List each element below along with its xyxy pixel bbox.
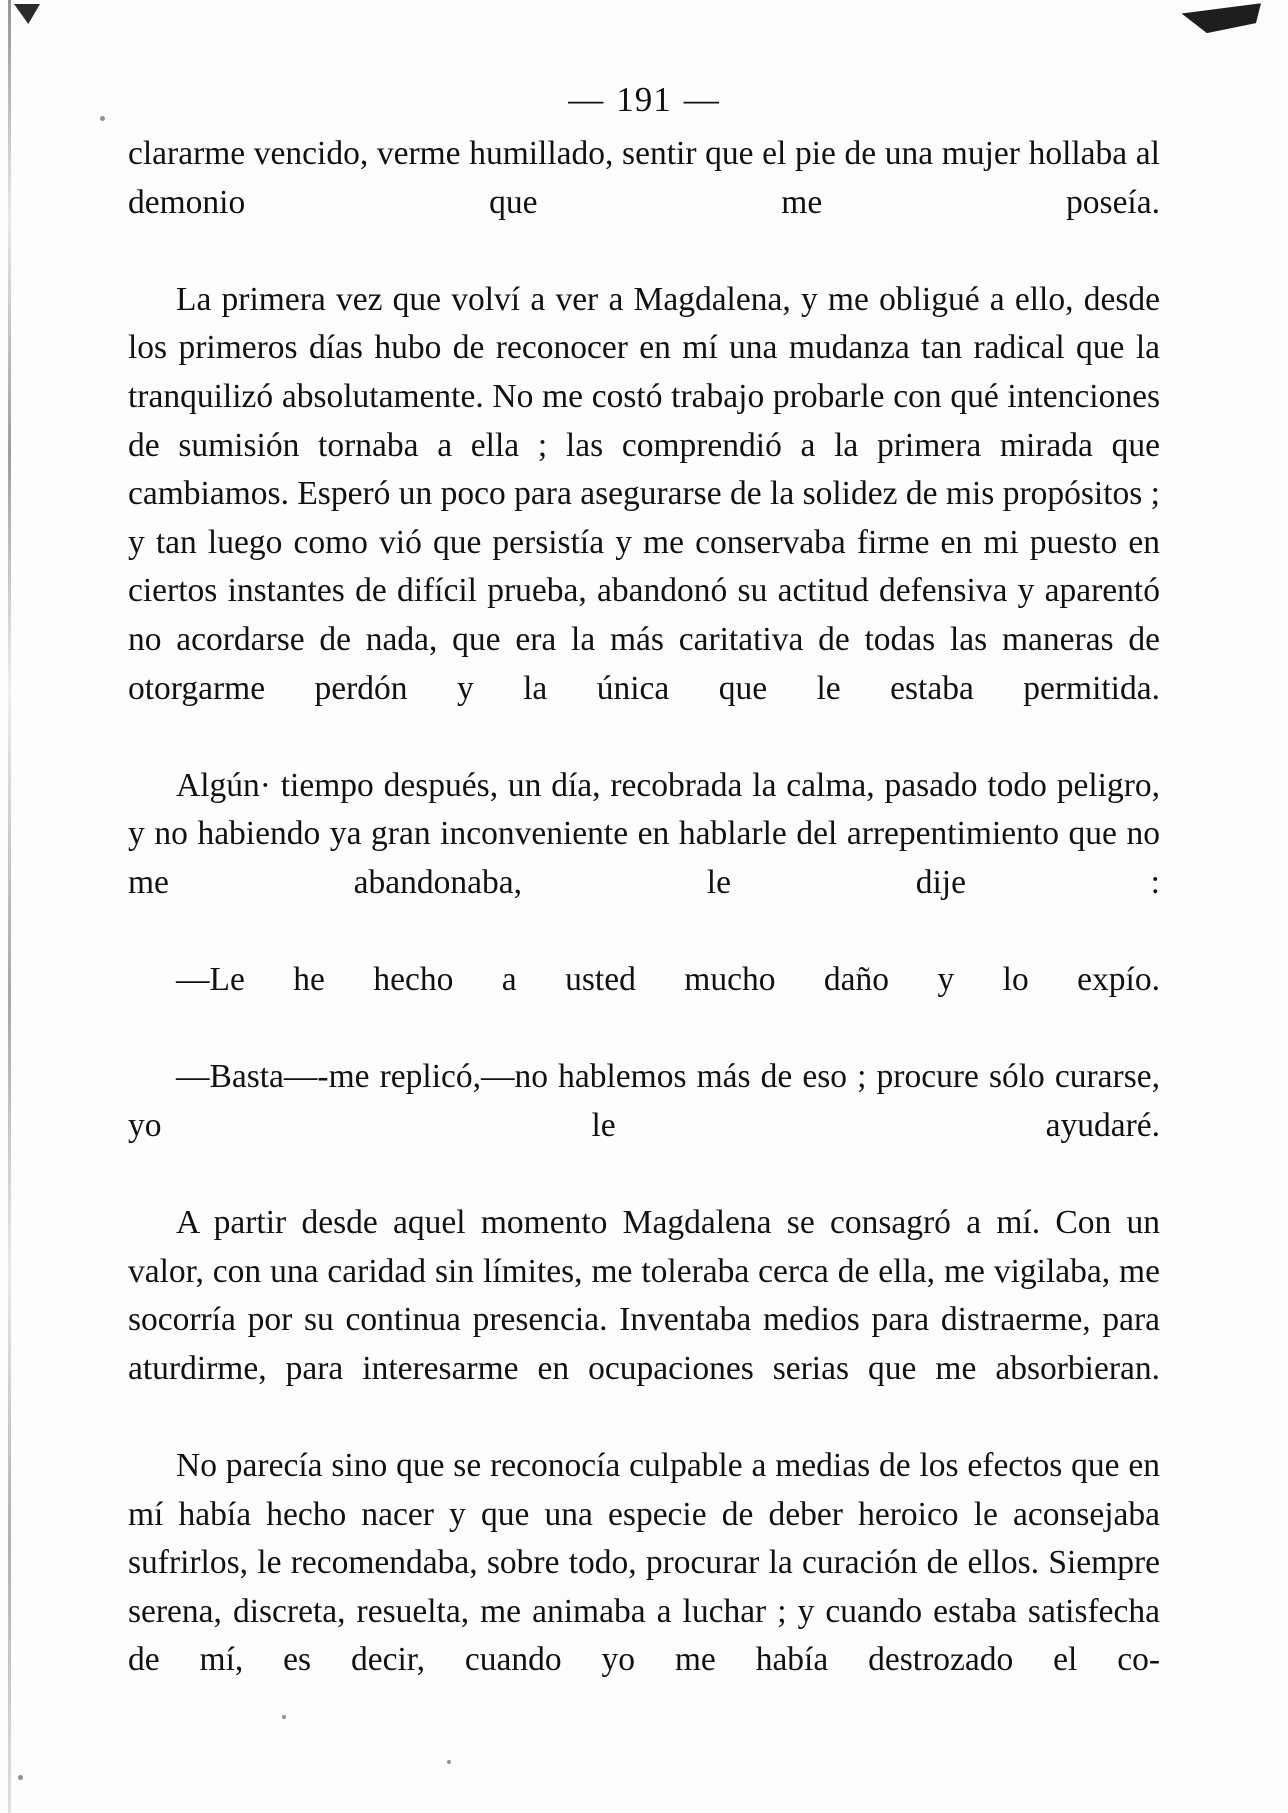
- paragraph: No parecía sino que se reconocía culpable a medias de los efectos que en mí había hecho nacer y que una especie de deber heroico le aconsejaba sufrirlos, le recomendaba, sobre todo, procurar la curación de ellos. Siempre serena, discreta, resuelta, me animaba a luchar ; y cuando estaba satisfecha de mí, es decir, cuando yo me había destrozado el co-: [128, 1447, 1160, 1679]
- paragraph: A partir desde aquel momento Magdalena se consagró a mí. Con un valor, con una caridad sin límites, me toleraba cerca de ella, me vigilaba, me socorría por su continua presencia. Inventaba medios para distraerme, para aturdirme, para interesarme en ocupaciones serias que me absorbieran.: [128, 1204, 1160, 1387]
- paragraph: La primera vez que volví a ver a Magdalena, y me obligué a ello, desde los primeros días hubo de reconocer en mí una mudanza tan radical que la tranquilizó absolutamente. No me costó trabajo probarle con qué intenciones de sumisión tornaba a ella ; las comprendió a la primera mirada que cambiamos. Esperó un poco para asegurarse de la solidez de mis propósitos ; y tan luego como vió que persistía y me conservaba firme en mi puesto en ciertos instantes de difícil prueba, abandonó su actitud defensiva y aparentó no acordarse de nada, que era la más caritativa de todas las maneras de otorgarme perdón y la única que le estaba permitida.: [128, 280, 1160, 707]
- page-number: [0, 80, 1288, 120]
- page-number-value: 191: [616, 80, 672, 119]
- scan-edge-artifact: [8, 0, 11, 1813]
- paragraph: clararme vencido, verme humillado, sentir que el pie de una mujer hollaba al demonio que me poseía.: [128, 135, 1160, 221]
- paragraph-dialogue: —Basta—-me replicó,—no hablemos más de eso ; procure sólo curarse, yo le ayudaré.: [128, 1058, 1160, 1144]
- paragraph-dialogue: —Le he hecho a usted mucho daño y lo expío.: [176, 961, 1160, 999]
- page-body-text: [128, 130, 1160, 1734]
- scan-speck: [447, 1760, 451, 1764]
- scan-speck: [18, 1775, 23, 1780]
- page-number-dash-left: —: [568, 80, 605, 119]
- page-number-dash-right: —: [683, 80, 720, 119]
- paragraph: Algún· tiempo después, un día, recobrada la calma, pasado todo peligro, y no habiendo ya gran inconveniente en hablarle del arrepentimiento que no me abandonaba, le dije :: [128, 766, 1160, 901]
- scan-corner-mark-right: [1181, 3, 1263, 35]
- scan-corner-mark-left: [14, 4, 40, 24]
